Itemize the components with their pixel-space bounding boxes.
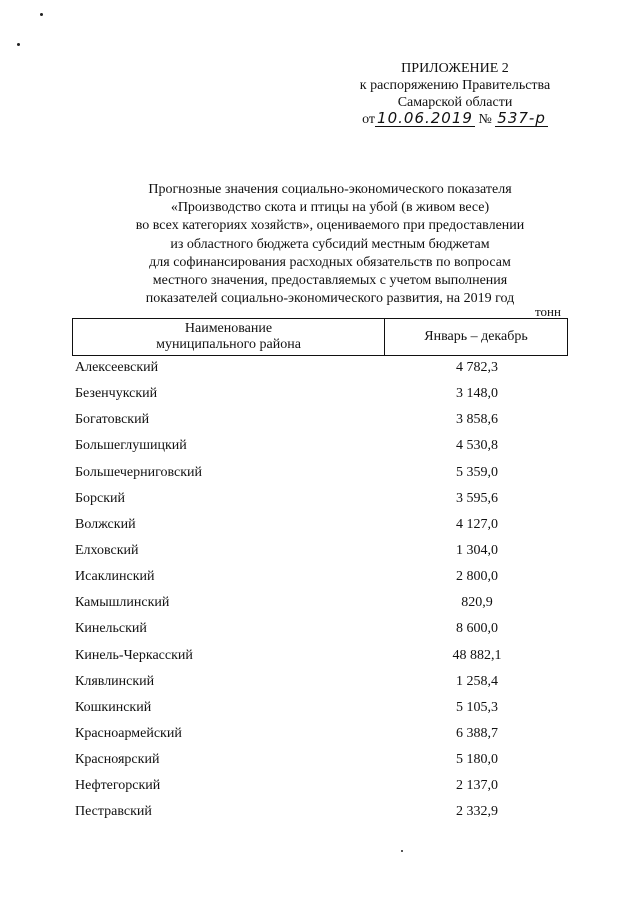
district-value: 2 137,0 bbox=[456, 778, 498, 794]
district-value: 5 359,0 bbox=[456, 464, 498, 480]
district-value: 3 858,6 bbox=[456, 412, 498, 428]
date-prefix: от bbox=[362, 112, 376, 127]
table-row bbox=[72, 438, 568, 464]
header-name-line: муниципального района bbox=[156, 337, 301, 352]
table-row bbox=[72, 386, 568, 412]
district-value: 4 127,0 bbox=[456, 516, 498, 532]
title-line: показателей социально-экономического развития, на 2019 год bbox=[145, 291, 515, 307]
district-name: Алексеевский bbox=[75, 360, 159, 375]
scan-dot bbox=[17, 43, 20, 46]
district-name: Исаклинский bbox=[75, 569, 155, 585]
number-prefix: № bbox=[478, 112, 492, 127]
appendix-date-line bbox=[340, 111, 570, 128]
district-name: Красноярский bbox=[75, 752, 160, 768]
title-line: из областного бюджета субсидий местным бюджетам bbox=[170, 236, 490, 252]
table-row bbox=[72, 543, 568, 569]
district-name: Пестравский bbox=[75, 804, 152, 820]
district-value: 5 180,0 bbox=[456, 752, 498, 768]
table-row bbox=[72, 621, 568, 647]
district-value: 5 105,3 bbox=[456, 699, 498, 715]
district-name: Елховский bbox=[75, 542, 139, 558]
table-row bbox=[72, 804, 568, 830]
table-row bbox=[72, 412, 568, 438]
district-value: 2 332,9 bbox=[456, 804, 498, 820]
district-value: 820,9 bbox=[461, 595, 493, 611]
title-line: Прогнозные значения социально-экономического показателя bbox=[148, 182, 512, 197]
table-row bbox=[72, 752, 568, 778]
district-value: 1 304,0 bbox=[456, 542, 498, 558]
table-row bbox=[72, 726, 568, 752]
table-row bbox=[72, 491, 568, 517]
district-value: 3 595,6 bbox=[456, 490, 498, 506]
header-value-column: Январь – декабрь bbox=[424, 329, 528, 344]
table-row bbox=[72, 360, 568, 386]
district-name: Борский bbox=[75, 490, 126, 506]
document-title bbox=[80, 181, 580, 308]
district-name: Кинель-Черкасский bbox=[75, 647, 193, 663]
table-header bbox=[72, 318, 568, 356]
table-row bbox=[72, 569, 568, 595]
units-label: тонн bbox=[535, 304, 561, 319]
scan-dot bbox=[401, 850, 403, 852]
handwritten-date: 10.06.2019 bbox=[377, 109, 473, 127]
title-line: для софинансирования расходных обязательств по вопросам bbox=[149, 254, 511, 270]
scan-dot bbox=[40, 13, 43, 16]
handwritten-number: 537-р bbox=[497, 109, 546, 127]
table-row bbox=[72, 648, 568, 674]
district-value: 1 258,4 bbox=[456, 673, 498, 689]
district-value: 4 530,8 bbox=[456, 438, 498, 454]
district-name: Богатовский bbox=[75, 412, 150, 428]
district-name: Большеглушицкий bbox=[75, 438, 187, 454]
district-name: Кошкинский bbox=[75, 699, 152, 715]
district-value: 4 782,3 bbox=[456, 360, 498, 375]
district-name: Большечерниговский bbox=[75, 464, 203, 480]
district-value: 48 882,1 bbox=[452, 647, 502, 663]
table-row bbox=[72, 465, 568, 491]
table-row bbox=[72, 674, 568, 700]
appendix-line-3: Самарской области bbox=[397, 95, 513, 110]
table-body bbox=[72, 360, 568, 831]
table-row bbox=[72, 595, 568, 621]
appendix-line-2: к распоряжению Правительства bbox=[359, 78, 551, 93]
district-name: Безенчукский bbox=[75, 386, 158, 402]
district-name: Клявлинский bbox=[75, 673, 155, 689]
district-name: Нефтегорский bbox=[75, 778, 161, 794]
district-name: Волжский bbox=[75, 516, 136, 532]
title-line: местного значения, предоставляемых с учетом выполнения bbox=[152, 273, 508, 289]
district-name: Камышлинский bbox=[75, 595, 170, 611]
title-line: «Производство скота и птицы на убой (в живом весе) bbox=[170, 200, 490, 216]
title-line: во всех категориях хозяйств», оцениваемого при предоставлении bbox=[135, 218, 525, 234]
district-value: 2 800,0 bbox=[456, 569, 498, 585]
district-name: Красноармейский bbox=[75, 725, 182, 741]
appendix-title: ПРИЛОЖЕНИЕ 2 bbox=[401, 61, 509, 76]
table-row bbox=[72, 700, 568, 726]
appendix-block bbox=[340, 60, 570, 128]
district-value: 8 600,0 bbox=[456, 621, 498, 637]
header-name-column bbox=[73, 319, 385, 355]
district-value: 6 388,7 bbox=[456, 725, 498, 741]
district-value: 3 148,0 bbox=[456, 386, 498, 402]
district-name: Кинельский bbox=[75, 621, 147, 637]
table-row bbox=[72, 517, 568, 543]
table-row bbox=[72, 778, 568, 804]
header-name-line: Наименование bbox=[184, 321, 273, 336]
